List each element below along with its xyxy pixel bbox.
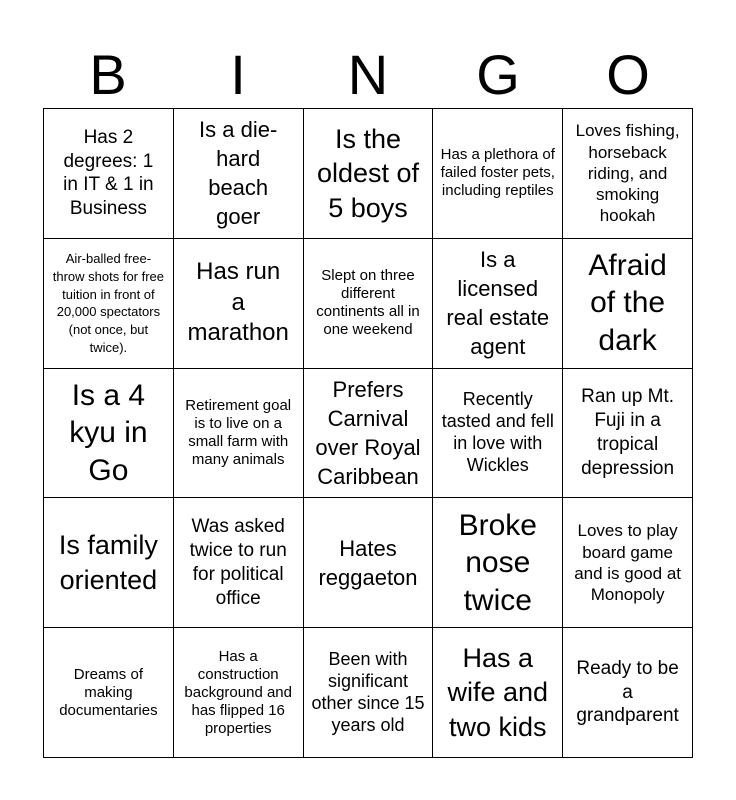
bingo-cell[interactable] [174, 369, 304, 499]
bingo-cell[interactable] [433, 239, 563, 369]
bingo-cell[interactable] [304, 239, 434, 369]
bingo-header [43, 42, 693, 108]
cell-text: Has a construction background and has flipped 16 properties [184, 647, 292, 737]
header-letter-n: N [347, 43, 389, 106]
cell-text: Ready to be a grandparent [576, 657, 679, 727]
cell-text: Broke nose twice [458, 508, 537, 617]
cell-text: Is a die-hard beach goer [199, 117, 278, 230]
header-letter-i: I [230, 43, 246, 106]
bingo-cell[interactable] [304, 369, 434, 499]
cell-text: Has run a marathon [187, 258, 289, 347]
bingo-cell[interactable] [563, 498, 693, 628]
bingo-cell[interactable] [174, 239, 304, 369]
cell-text: Has 2 degrees: 1 in IT & 1 in Business [63, 126, 154, 220]
bingo-board [43, 108, 693, 758]
cell-text: Loves to play board game and is good at Monopoly [574, 521, 681, 605]
cell-text: Has a wife and two kids [447, 642, 549, 742]
cell-text: Has a plethora of failed foster pets, including reptiles [440, 146, 555, 200]
bingo-cell[interactable] [44, 628, 174, 758]
header-letter-b: B [89, 43, 127, 106]
cell-text: Is the oldest of 5 boys [316, 123, 420, 223]
bingo-cell[interactable] [433, 628, 563, 758]
cell-text: Loves fishing, horseback riding, and smoking hookah [575, 121, 680, 226]
bingo-cell[interactable] [304, 628, 434, 758]
bingo-cell[interactable] [44, 109, 174, 239]
header-letter-o: O [606, 43, 650, 106]
header-letter-g: G [476, 43, 520, 106]
bingo-cell[interactable] [304, 109, 434, 239]
cell-text: Is a 4 kyu in Go [69, 378, 148, 487]
cell-text: Slept on three different continents all in one weekend [316, 267, 420, 339]
cell-text: Dreams of making documentaries [59, 665, 158, 719]
bingo-cell[interactable] [44, 498, 174, 628]
cell-text: Was asked twice to run for political office [189, 516, 287, 609]
bingo-cell[interactable] [174, 628, 304, 758]
bingo-cell[interactable] [563, 239, 693, 369]
cell-text: Retirement goal is to live on a small farm with many animals [185, 396, 292, 468]
bingo-cell[interactable] [433, 369, 563, 499]
cell-text: Is a licensed real estate agent [446, 247, 550, 360]
bingo-cell[interactable] [174, 498, 304, 628]
cell-text: Ran up Mt. Fuji in a tropical depression [581, 386, 675, 479]
cell-text: Air-balled free-throw shots for free tuition in front of 20,000 spectators (not once, but twice). [52, 251, 165, 355]
bingo-cell[interactable] [433, 498, 563, 628]
cell-text: Afraid of the dark [588, 248, 667, 357]
bingo-cell[interactable] [44, 369, 174, 499]
cell-text: Prefers Carnival over Royal Caribbean [315, 376, 421, 490]
bingo-cell[interactable] [563, 369, 693, 499]
bingo-cell[interactable] [304, 498, 434, 628]
cell-text: Been with significant other since 15 years old [311, 648, 425, 735]
bingo-cell[interactable] [174, 109, 304, 239]
cell-text: Hates reggaeton [318, 535, 418, 590]
cell-text: Recently tasted and fell in love with Wickles [441, 389, 554, 475]
bingo-cell[interactable] [433, 109, 563, 239]
bingo-cell[interactable] [563, 109, 693, 239]
bingo-cell[interactable] [563, 628, 693, 758]
bingo-cell[interactable] [44, 239, 174, 369]
cell-text: Is family oriented [58, 530, 158, 595]
